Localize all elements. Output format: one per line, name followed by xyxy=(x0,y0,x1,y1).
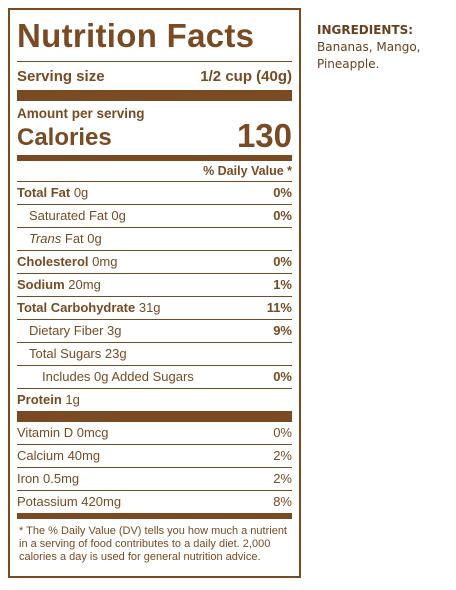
medium-divider xyxy=(17,513,292,519)
nutrient-name: Dietary Fiber xyxy=(29,323,104,338)
nutrient-dv: 1% xyxy=(273,277,292,292)
vitamin-dv: 8% xyxy=(273,494,292,509)
vitamin-name: Vitamin D 0mcg xyxy=(17,425,109,440)
calories-row xyxy=(17,117,292,154)
nutrient-name: Total Sugars xyxy=(29,346,102,361)
nutrient-amount: 0g xyxy=(73,185,89,200)
nutrient-row-cholesterol xyxy=(17,251,292,274)
vitamin-name: Calcium 40mg xyxy=(17,448,101,463)
thick-divider xyxy=(17,411,292,422)
nutrient-amount: 0g xyxy=(111,208,126,223)
nutrition-facts-label xyxy=(8,8,301,578)
nutrient-row-saturated-fat xyxy=(17,205,292,228)
nutrient-dv: 0% xyxy=(273,208,292,223)
nutrient-name: Sodium xyxy=(17,277,65,292)
nutrient-amount: 23g xyxy=(104,346,127,361)
nutrient-row-dietary-fiber xyxy=(17,320,292,343)
nutrient-row-sodium xyxy=(17,274,292,297)
nutrient-amount: Fat 0g xyxy=(64,231,102,246)
vitamin-dv: 0% xyxy=(273,425,292,440)
nutrient-dv: 0% xyxy=(273,185,292,200)
nutrient-dv: 0% xyxy=(273,369,292,384)
vitamin-row-calcium xyxy=(17,445,292,468)
nutrient-dv: 11% xyxy=(266,300,292,315)
vitamin-row-potassium xyxy=(17,491,292,513)
nutrient-name: Includes 0g Added Sugars xyxy=(42,369,194,384)
nutrient-dv: 9% xyxy=(273,323,292,338)
nutrient-row-total-sugars xyxy=(17,343,292,366)
nutrient-row-total-carbohydrate xyxy=(17,297,292,320)
nutrient-name: Cholesterol xyxy=(17,254,89,269)
ingredients-heading: INGREDIENTS: xyxy=(317,23,414,37)
calories-label: Calories xyxy=(17,124,112,151)
nutrient-amount: 31g xyxy=(138,300,161,315)
vitamin-dv: 2% xyxy=(273,471,292,486)
ingredients-text: Bananas, Mango, Pineapple. xyxy=(317,40,421,71)
nutrient-amount: 0mg xyxy=(92,254,118,269)
nutrient-amount: 3g xyxy=(107,323,122,338)
nutrient-row-trans-fat xyxy=(17,228,292,251)
thick-divider xyxy=(17,90,292,101)
nutrient-name: Protein xyxy=(17,392,62,407)
vitamin-dv: 2% xyxy=(273,448,292,463)
serving-size-row xyxy=(17,64,292,90)
ingredients-block xyxy=(317,22,447,73)
nutrient-row-added-sugars xyxy=(17,366,292,389)
label-inner xyxy=(17,10,292,564)
nutrient-name: Total Carbohydrate xyxy=(17,300,136,315)
nutrient-name: Saturated Fat xyxy=(29,208,108,223)
amount-per-serving: Amount per serving xyxy=(17,106,145,121)
daily-value-header: % Daily Value * xyxy=(17,161,292,182)
nutrient-row-total-fat xyxy=(17,182,292,205)
vitamin-name: Potassium 420mg xyxy=(17,494,122,509)
divider xyxy=(17,61,292,62)
nutrient-amount: 20mg xyxy=(68,277,101,292)
serving-size-label: Serving size xyxy=(17,68,105,85)
label-title: Nutrition Facts xyxy=(17,17,255,54)
vitamin-row-iron xyxy=(17,468,292,491)
calories-value: 130 xyxy=(236,117,292,154)
vitamin-name: Iron 0.5mg xyxy=(17,471,80,486)
vitamin-row-vitamin-d xyxy=(17,422,292,445)
nutrient-name: Trans xyxy=(29,231,62,246)
nutrient-amount: 1g xyxy=(65,392,80,407)
daily-value-footnote: * The % Daily Value (DV) tells you how much a nutrient in a serving of food contributes to a daily diet. 2,000 calories a day is used for general nutrition advice. xyxy=(19,525,287,563)
nutrient-dv: 0% xyxy=(273,254,292,269)
serving-size-value: 1/2 cup (40g) xyxy=(200,68,292,85)
nutrient-name: Total Fat xyxy=(17,185,71,200)
nutrient-row-protein xyxy=(17,389,292,411)
